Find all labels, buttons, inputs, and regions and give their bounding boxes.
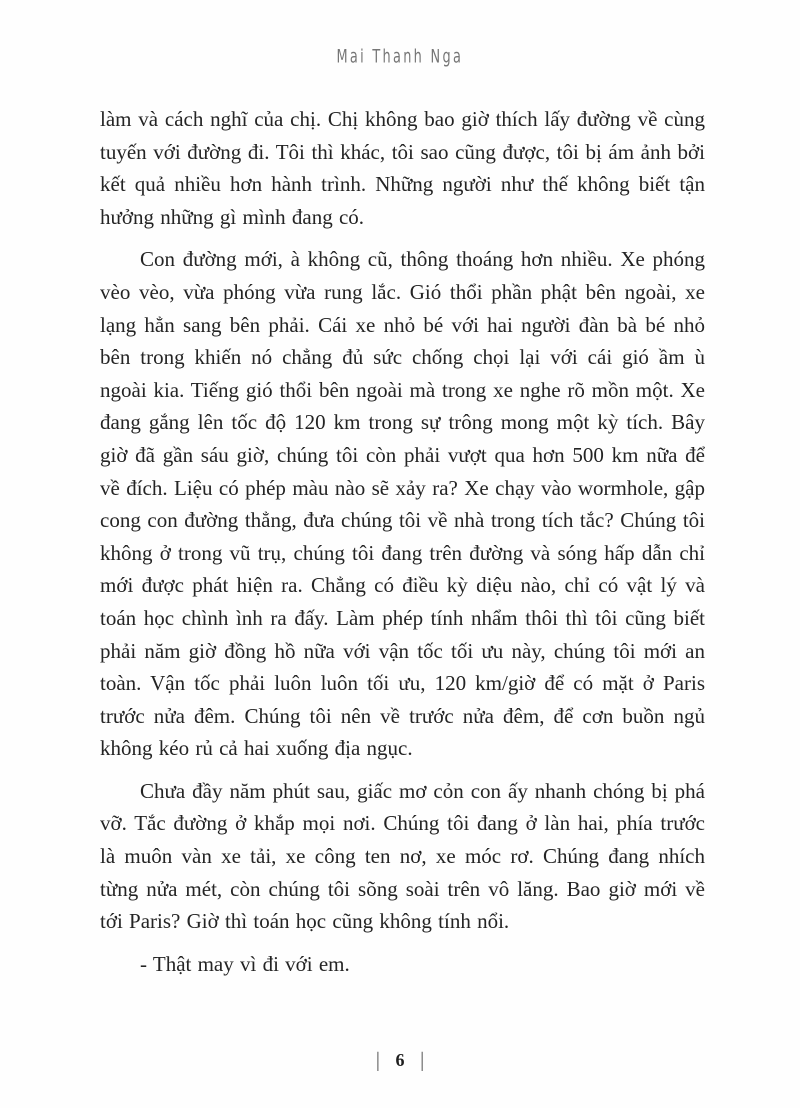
page-body [100,103,705,980]
page-footer [0,1050,800,1072]
body-paragraph: Chưa đầy năm phút sau, giấc mơ cỏn con ấy nhanh chóng bị phá vỡ. Tắc đường ở khắp mọi nơi. Chúng tôi đang ở làn hai, phía trước là muôn vàn xe tải, xe công ten nơ, xe móc rơ. Chúng đang nhích từng nửa mét, còn chúng tôi sõng soài trên vô lăng. Bao giờ mới về tới Paris? Giờ thì toán học cũng không tính nổi. [100,778,705,934]
body-paragraph-dialogue: - Thật may vì đi với em. [140,951,350,976]
body-paragraph: Con đường mới, à không cũ, thông thoáng hơn nhiều. Xe phóng vèo vèo, vừa phóng vừa rung lắc. Gió thổi phần phật bên ngoài, xe lạng hẳn sang bên phải. Cái xe nhỏ bé với hai người đàn bà bé nhỏ bên trong khiến nó chẳng đủ sức chống chọi lại với cái gió ầm ù ngoài kia. Tiếng gió thổi bên ngoài mà trong xe nghe rõ mồn một. Xe đang gắng lên tốc độ 120 km trong sự trông mong một kỳ tích. Bây giờ đã gần sáu giờ, chúng tôi còn phải vượt qua hơn 500 km nữa để về đích. Liệu có phép màu nào sẽ xảy ra? Xe chạy vào wormhole, gập cong con đường thẳng, đưa chúng tôi về nhà trong tích tắc? Chúng tôi không ở trong vũ trụ, chúng tôi đang trên đường và sóng hấp dẫn chỉ mới được phát hiện ra. Chẳng có điều kỳ diệu nào, chỉ có vật lý và toán học chình ình ra đấy. Làm phép tính nhẩm thôi thì tôi cũng biết phải năm giờ đồng hồ nữa với vận tốc tối ưu này, chúng tôi mới an toàn. Vận tốc phải luôn luôn tối ưu, 120 km/giờ để có mặt ở Paris trước nửa đêm. Chúng tôi nên về trước nửa đêm, để cơn buồn ngủ không kéo rủ cả hai xuống địa ngục. [100,247,705,761]
page-header [0,48,800,66]
page-number: 6 [395,1050,405,1070]
body-paragraph: làm và cách nghĩ của chị. Chị không bao giờ thích lấy đường về cùng tuyến với đường đi. Tôi thì khác, tôi sao cũng được, tôi bị ám ảnh bởi kết quả nhiều hơn hành trình. Những người như thế không biết tận hưởng những gì mình đang có. [100,107,705,229]
page-number-separator-right: | [420,1048,425,1072]
page-number-separator-left: | [375,1048,380,1072]
running-header-author: Mai Thanh Nga [336,46,464,68]
